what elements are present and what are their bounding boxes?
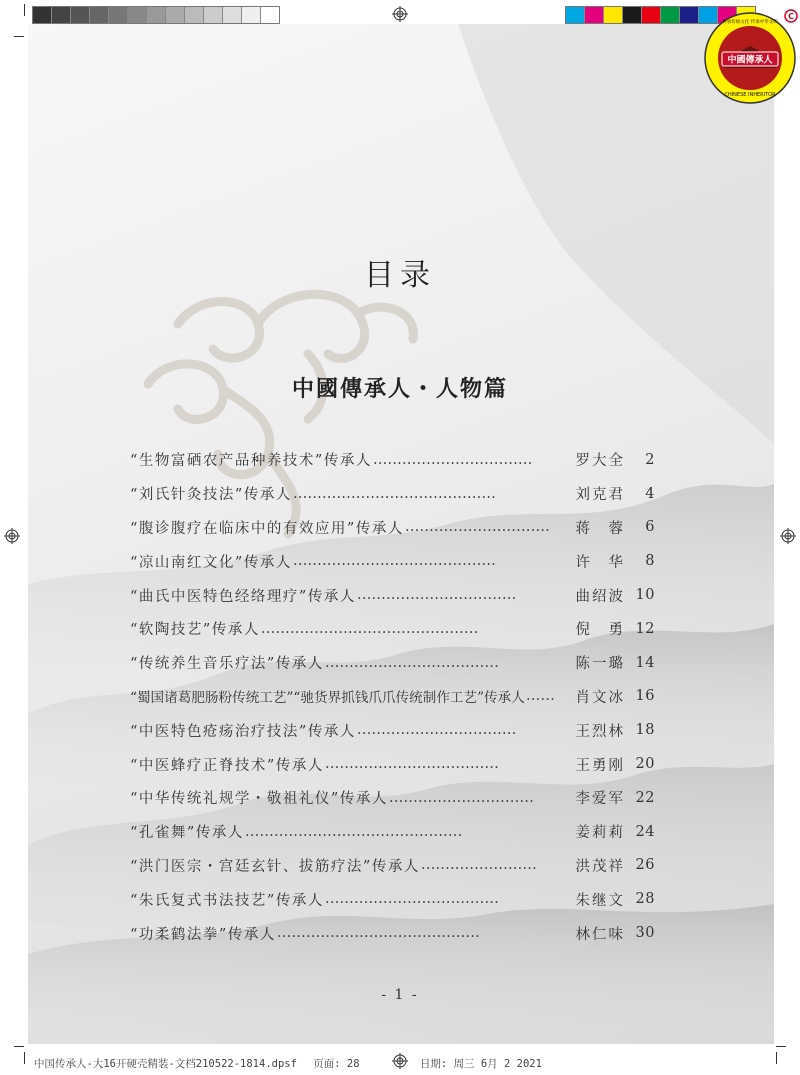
section-title: 中國傳承人・人物篇 [291,376,508,402]
toc-entry[interactable] [130,443,655,477]
toc-entry-title: “功柔鹤法拳”传承人 [130,926,276,943]
color-swatch [109,7,128,23]
color-swatch [566,7,585,23]
color-swatch [204,7,223,23]
svg-text:C: C [788,12,794,21]
toc-entry-title: “凉山南红文化”传承人 [130,554,292,571]
color-swatch [261,7,279,23]
toc-leader-dots: ……………………………………… [260,620,479,637]
toc-entry-title: “曲氏中医特色经络理疗”传承人 [130,588,356,605]
toc-entry-author: 曲绍波 [575,588,625,605]
toc-entry-author: 朱继文 [575,892,625,909]
toc-entry-author: 罗大全 [575,453,625,470]
toc-entry-title: “传统养生音乐疗法”传承人 [130,656,324,673]
toc-entry-author: 姜莉莉 [575,825,625,842]
svg-text:中國傳承人: 中國傳承人 [727,55,773,66]
toc-entry-author: 肖文冰 [575,689,625,706]
color-swatch [52,7,71,23]
toc-entry-author: 李爱军 [575,791,625,808]
toc-leader-dots: …………………………… [356,722,517,739]
toc-entry-page: 6 [645,519,655,536]
registration-mark-icon [780,528,796,544]
toc-entry-page: 4 [645,485,655,502]
toc-entry-author: 许 华 [575,554,625,571]
registration-mark-icon [4,528,20,544]
color-swatch [33,7,52,23]
toc-entry[interactable] [130,916,655,950]
toc-entry-author: 陈一璐 [575,656,625,673]
toc-entry[interactable] [130,882,655,916]
toc-leader-dots: …… [525,688,555,705]
toc-leader-dots: ………………………… [388,789,534,806]
toc-leader-dots: …………………………………… [276,925,480,942]
color-swatch [604,7,623,23]
page-title: 目录 [364,258,436,293]
color-swatch [680,7,699,23]
toc-entry[interactable] [130,544,655,578]
toc-entry[interactable] [130,849,655,883]
toc-entry-title: “中华传统礼规学・敬祖礼仪”传承人 [130,791,388,808]
color-swatch [623,7,642,23]
toc-leader-dots: ……………………………… [324,891,499,908]
toc-entry-page: 16 [635,688,655,705]
toc-leader-dots: ……………………………… [324,756,499,773]
chinese-inheritor-logo [700,6,800,106]
toc-entry-title: “蜀国诸葛肥肠粉传统工艺”“驰货界抓钱爪爪传统制作工艺”传承人 [130,690,525,707]
toc-entry-author: 刘克君 [575,487,625,504]
registration-mark-icon [392,6,408,22]
toc-leader-dots: …………………………… [372,451,533,468]
toc-entry-title: “中医特色疮疡治疗技法”传承人 [130,723,356,740]
crop-mark [776,1052,777,1064]
toc-leader-dots: …………………………………… [292,553,496,570]
color-swatch [223,7,242,23]
crop-mark [14,1046,24,1047]
toc-entry-page: 12 [635,620,655,637]
toc-entry[interactable] [130,578,655,612]
toc-entry-author: 倪 勇 [575,622,625,639]
toc-entry-author: 林仁味 [575,926,625,943]
color-swatch [166,7,185,23]
crop-mark [776,1046,786,1047]
toc-entry[interactable] [130,477,655,511]
toc-entry-title: “腹诊腹疗在临床中的有效应用”传承人 [130,520,404,537]
color-swatch [147,7,166,23]
toc-entry-title: “中医蜂疗正脊技术”传承人 [130,757,324,774]
toc-entry-title: “孔雀舞”传承人 [130,825,244,842]
toc-entry-page: 18 [635,722,655,739]
toc-entry-author: 蒋 蓉 [575,520,625,537]
color-swatch [585,7,604,23]
toc-entry[interactable] [130,511,655,545]
date-label: 日期: 周三 6月 2 2021 [419,1058,542,1070]
toc-entry-author: 王烈林 [575,723,625,740]
toc-entry-page: 8 [645,553,655,570]
page-label: 页面: 28 [313,1058,360,1070]
color-swatch [185,7,204,23]
toc-entry[interactable] [130,781,655,815]
toc-entry[interactable] [130,747,655,781]
color-swatch [661,7,680,23]
toc-leader-dots: …………………… [420,857,537,874]
color-swatch [242,7,261,23]
toc-entry-title: “软陶技艺”传承人 [130,622,260,639]
color-swatch [90,7,109,23]
svg-text:传承传统文化 传承中华文明: 传承传统文化 传承中华文明 [722,20,778,25]
toc-entry[interactable] [130,612,655,646]
crop-mark [24,1052,25,1064]
toc-entry-author: 王勇刚 [575,757,625,774]
toc-entry-page: 14 [635,654,655,671]
toc-entry-page: 2 [645,451,655,468]
toc-entry-author: 洪茂祥 [575,858,625,875]
crop-mark [24,4,25,16]
crop-mark [14,36,24,37]
toc-entry-page: 10 [635,587,655,604]
page-number: - 1 - [381,987,419,1003]
file-name: 中国传承人-大16开硬壳精装-文档210522-1814.dpsf [34,1058,297,1070]
toc-entry-title: “刘氏针灸技法”传承人 [130,487,292,504]
toc-entry-page: 28 [635,891,655,908]
toc-entry-page: 26 [635,857,655,874]
toc-leader-dots: ………………………… [404,519,550,536]
table-of-contents [130,443,655,950]
toc-entry-page: 30 [635,925,655,942]
toc-entry[interactable] [130,815,655,849]
toc-leader-dots: …………………………………… [292,485,496,502]
gray-calibration-bar [32,6,280,24]
color-swatch [71,7,90,23]
toc-entry-title: “洪门医宗・宫廷玄针、拔筋疗法”传承人 [130,858,420,875]
color-swatch [128,7,147,23]
print-slug [34,1056,552,1071]
color-swatch [642,7,661,23]
toc-leader-dots: ……………………………………… [244,823,463,840]
toc-leader-dots: …………………………… [356,587,517,604]
toc-entry[interactable] [130,680,655,714]
toc-entry-title: “朱氏复式书法技艺”传承人 [130,892,324,909]
toc-entry-page: 20 [635,756,655,773]
toc-entry-page: 24 [635,823,655,840]
svg-text:CHINESE INHERITOR: CHINESE INHERITOR [724,92,776,98]
toc-entry-page: 22 [635,789,655,806]
toc-entry[interactable] [130,646,655,680]
toc-entry[interactable] [130,713,655,747]
toc-entry-title: “生物富硒农产品种养技术”传承人 [130,453,372,470]
toc-leader-dots: ……………………………… [324,654,499,671]
